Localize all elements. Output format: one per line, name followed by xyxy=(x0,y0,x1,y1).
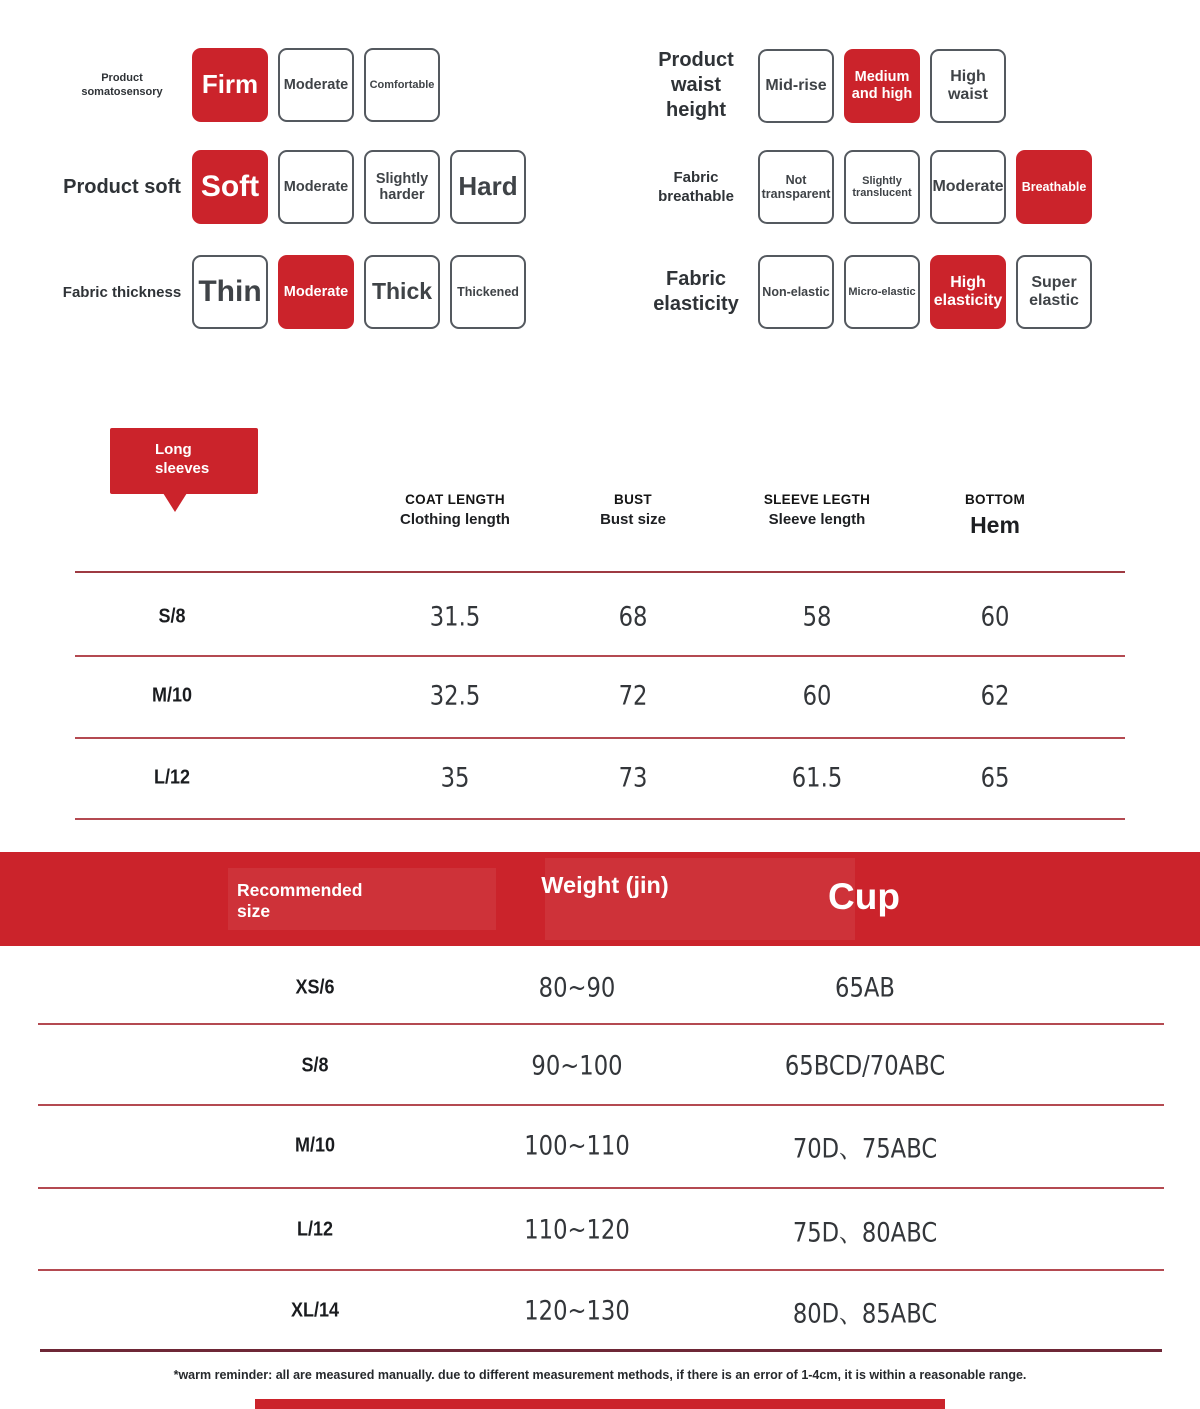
option-box-selected xyxy=(192,48,268,122)
option-box xyxy=(844,150,920,224)
measurement-cell-text: 32.5 xyxy=(429,680,481,712)
option-box xyxy=(758,49,834,123)
option-boxes xyxy=(192,255,536,329)
option-box xyxy=(192,255,268,329)
tag-pointer-icon xyxy=(163,493,187,512)
weight-cell xyxy=(514,1215,640,1246)
measurement-cell xyxy=(800,681,834,712)
option-box-label: Moderate xyxy=(283,283,349,300)
header-patch xyxy=(545,858,855,940)
measurement-cell-text: 65 xyxy=(980,762,1010,794)
option-box-label: Moderate xyxy=(932,178,1004,196)
cup-cell xyxy=(779,1211,951,1250)
table-divider xyxy=(38,1269,1164,1271)
cup-cell-text: 65AB xyxy=(835,972,895,1004)
measurement-cell xyxy=(616,763,650,794)
attr-row-left-2 xyxy=(60,255,536,329)
recommended-size-cell-text: XL/14 xyxy=(290,1299,340,1322)
weight-cell-text: 120~130 xyxy=(524,1295,630,1327)
option-box xyxy=(450,150,526,224)
measurement-cell-text: 58 xyxy=(802,601,832,633)
option-box xyxy=(844,255,920,329)
weight-cell xyxy=(531,973,622,1004)
size-row-label xyxy=(152,767,192,790)
option-box-label: Slightly translucent xyxy=(852,174,912,199)
cup-cell-text: 80D、85ABC xyxy=(792,1298,938,1330)
option-box xyxy=(1016,255,1092,329)
attr-row-left-1 xyxy=(60,150,536,224)
option-box-label: Not transparent xyxy=(761,173,831,201)
cup-cell xyxy=(829,973,900,1004)
option-boxes xyxy=(758,150,1102,224)
option-box-label: Hard xyxy=(458,171,518,202)
column-header xyxy=(747,492,887,529)
recommended-size-cell xyxy=(293,1135,337,1158)
weight-cell xyxy=(523,1051,632,1082)
table-divider xyxy=(75,571,1125,573)
attr-row-left-0 xyxy=(60,48,450,122)
column-subtitle: Sleeve length xyxy=(768,511,866,528)
option-box xyxy=(758,150,834,224)
cup-cell-text: 75D、80ABC xyxy=(792,1217,938,1249)
option-box-label: High waist xyxy=(947,67,988,103)
measurement-cell-text: 60 xyxy=(980,601,1010,633)
option-box xyxy=(364,150,440,224)
option-box-label: Micro-elastic xyxy=(848,285,916,298)
measurement-cell-text: 35 xyxy=(440,762,470,794)
option-box-label: Non-elastic xyxy=(762,285,830,299)
recommended-size-cell xyxy=(295,1219,335,1242)
weight-cell-text: 100~110 xyxy=(524,1130,630,1162)
weight-cell xyxy=(514,1131,640,1162)
option-box xyxy=(364,48,440,122)
measurement-cell-text: 60 xyxy=(802,680,832,712)
measurement-cell xyxy=(616,681,650,712)
attribute-label: Fabric elasticity xyxy=(653,268,739,315)
measurement-cell-text: 72 xyxy=(618,680,648,712)
column-title: COAT LENGTH xyxy=(405,492,505,507)
measurement-cell xyxy=(616,602,650,633)
option-box xyxy=(278,150,354,224)
warm-reminder-note: *warm reminder: all are measured manually. due to different measurement methods, if there is an error of 1-4cm, it is within a reasonable range. xyxy=(173,1368,1027,1382)
option-box-label: Moderate xyxy=(283,76,349,93)
weight-cell xyxy=(514,1296,640,1327)
recommendation-header-bar xyxy=(0,852,1200,946)
option-box-label: Breathable xyxy=(1021,180,1087,194)
measurement-cell xyxy=(978,763,1012,794)
option-box-label: High elasticity xyxy=(933,274,1003,309)
recommended-size-cell-text: L/12 xyxy=(296,1218,334,1241)
weight-cell-text: 80~90 xyxy=(538,972,616,1004)
option-box-label: Soft xyxy=(200,170,260,204)
measurement-cell-text: 68 xyxy=(618,601,648,633)
option-box-label: Medium and high xyxy=(851,69,913,102)
option-box-selected xyxy=(278,255,354,329)
option-box-selected xyxy=(844,49,920,123)
size-row-label-text: S/8 xyxy=(158,605,186,628)
weight-header: Weight (jin) xyxy=(541,872,669,898)
measurement-cell xyxy=(800,602,834,633)
weight-cell-text: 90~100 xyxy=(531,1050,623,1082)
size-row-label xyxy=(150,685,194,708)
attribute-label: Fabric breathable xyxy=(658,169,734,205)
cup-cell xyxy=(779,1292,951,1331)
option-box xyxy=(364,255,440,329)
option-box xyxy=(758,255,834,329)
measurement-cell xyxy=(425,681,485,712)
cup-header: Cup xyxy=(828,876,900,917)
option-boxes xyxy=(192,150,536,224)
measurement-cell-text: 62 xyxy=(980,680,1010,712)
recommended-size-cell xyxy=(288,1300,341,1323)
measurement-cell xyxy=(425,602,485,633)
column-subtitle: Hem xyxy=(970,512,1020,538)
option-box-selected xyxy=(930,255,1006,329)
table-divider xyxy=(38,1023,1164,1025)
attribute-label: Product somatosensory xyxy=(81,72,163,98)
option-box-label: Comfortable xyxy=(369,78,435,91)
option-box-label: Super elastic xyxy=(1029,274,1079,309)
table-divider xyxy=(75,737,1125,739)
option-box-label: Thickened xyxy=(457,285,519,299)
measurement-cell-text: 31.5 xyxy=(429,601,481,633)
measurement-cell xyxy=(787,763,847,794)
column-title: BUST xyxy=(614,492,652,507)
long-sleeves-tag-label: Long sleeves xyxy=(155,441,210,477)
size-row-label-text: L/12 xyxy=(153,766,191,789)
bottom-red-bar xyxy=(255,1399,945,1409)
option-boxes xyxy=(192,48,450,122)
attribute-label: Product soft xyxy=(63,175,181,198)
recommended-size-header: Recommended size xyxy=(237,880,363,921)
attribute-label: Product waist height xyxy=(658,49,734,121)
recommended-size-cell-text: M/10 xyxy=(294,1134,336,1157)
attribute-label: Fabric thickness xyxy=(62,283,182,301)
column-header xyxy=(925,492,1065,537)
option-box-label: Mid-rise xyxy=(765,76,827,94)
attr-row-right-0 xyxy=(645,48,1016,123)
option-box-label: Firm xyxy=(201,69,259,100)
option-boxes xyxy=(758,49,1016,123)
cup-cell xyxy=(779,1127,951,1166)
option-box-selected xyxy=(1016,150,1092,224)
long-sleeves-tag xyxy=(110,428,258,494)
column-subtitle: Clothing length xyxy=(400,511,510,528)
option-box-selected xyxy=(192,150,268,224)
cup-cell-text: 65BCD/70ABC xyxy=(784,1050,946,1082)
table-divider xyxy=(75,818,1125,820)
option-box xyxy=(450,255,526,329)
table-divider xyxy=(75,655,1125,657)
cup-cell-text: 70D、75ABC xyxy=(792,1133,938,1165)
column-title: SLEEVE LEGTH xyxy=(763,492,871,507)
option-box-label: Thin xyxy=(198,275,262,309)
option-box xyxy=(930,150,1006,224)
measurement-cell-text: 61.5 xyxy=(791,762,843,794)
cup-cell xyxy=(770,1051,961,1082)
measurement-cell-text: 73 xyxy=(618,762,648,794)
measurement-cell xyxy=(978,602,1012,633)
column-subtitle: Bust size xyxy=(600,511,666,528)
option-box-label: Moderate xyxy=(283,178,349,195)
recommended-size-cell-text: XS/6 xyxy=(295,976,335,999)
option-box xyxy=(930,49,1006,123)
table-divider xyxy=(38,1187,1164,1189)
table-divider xyxy=(38,1104,1164,1106)
column-title: BOTTOM xyxy=(964,492,1026,507)
column-header xyxy=(385,492,525,529)
option-box-label: Slightly harder xyxy=(375,170,429,203)
attr-row-right-1 xyxy=(645,150,1102,224)
recommended-size-cell xyxy=(293,977,336,1000)
option-boxes xyxy=(758,255,1102,329)
option-box xyxy=(278,48,354,122)
recommended-size-cell-text: S/8 xyxy=(301,1054,329,1077)
column-header xyxy=(563,492,703,529)
measurement-cell xyxy=(978,681,1012,712)
attr-row-right-2 xyxy=(645,255,1102,329)
size-row-label-text: M/10 xyxy=(151,684,193,707)
measurement-cell xyxy=(438,763,472,794)
size-row-label xyxy=(157,606,187,629)
weight-cell-text: 110~120 xyxy=(524,1214,630,1246)
table-divider xyxy=(40,1349,1162,1352)
recommended-size-cell xyxy=(300,1055,330,1078)
option-box-label: Thick xyxy=(371,278,433,305)
